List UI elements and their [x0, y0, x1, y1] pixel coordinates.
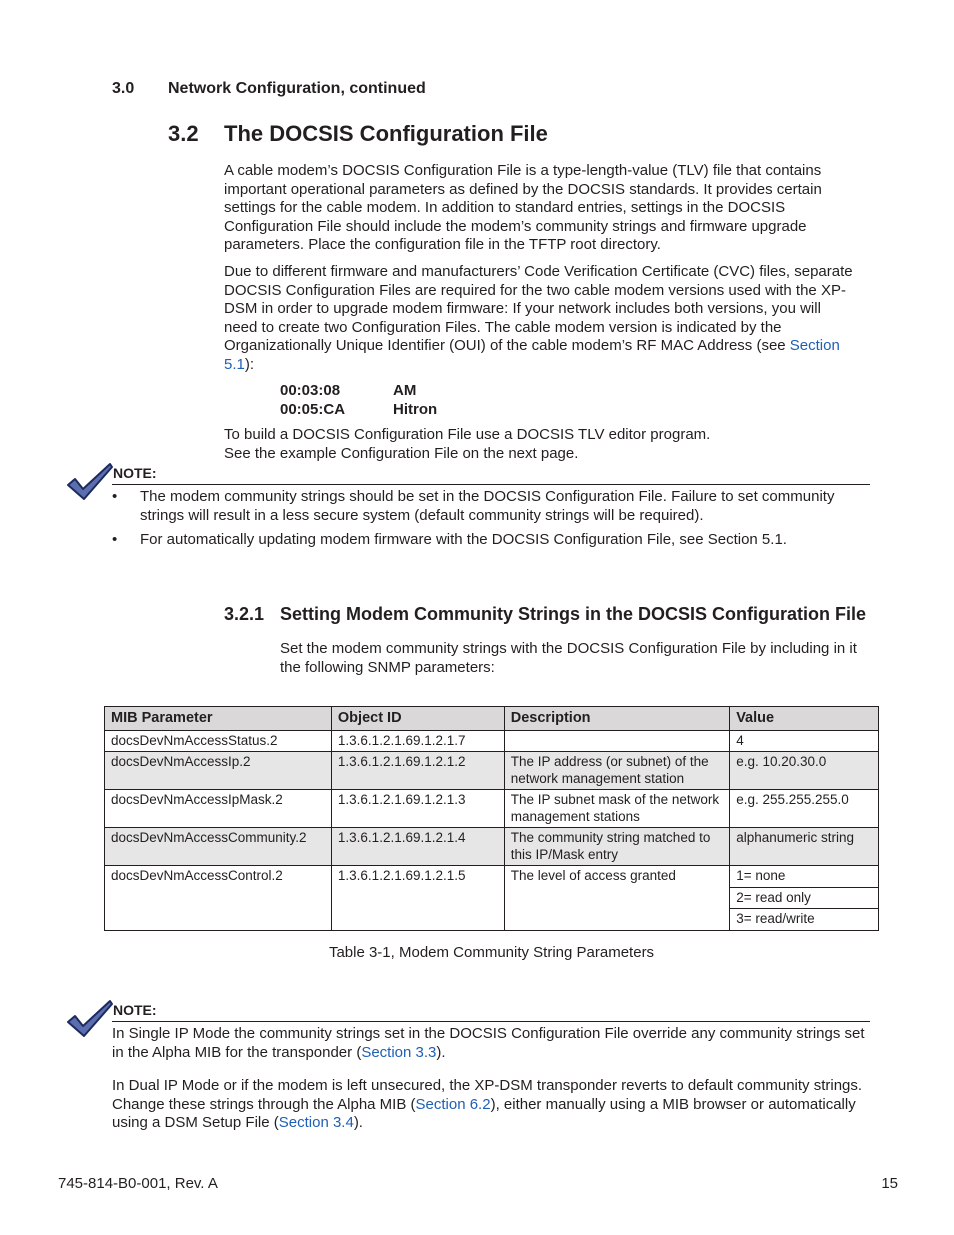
tlv-editor-paragraph — [224, 426, 854, 463]
list-item — [112, 531, 872, 550]
table-row — [105, 730, 879, 752]
header-value: Value — [730, 707, 879, 731]
cell-description: The IP address (or subnet) of the network management station — [504, 752, 729, 790]
note-label: NOTE: — [113, 465, 157, 481]
bullet-marker: • — [112, 488, 118, 505]
section-5-1-link[interactable]: Section 5.1 — [224, 337, 840, 373]
header-object-id: Object ID — [331, 707, 504, 731]
cell-description — [504, 730, 729, 752]
oui-row — [280, 401, 437, 420]
cell-value: 4 — [730, 730, 879, 752]
dual-ip-note — [112, 1077, 874, 1133]
cell-description: The IP subnet mask of the network management stations — [504, 790, 729, 828]
tlv-editor-line: To build a DOCSIS Configuration File use a DOCSIS TLV editor program. — [224, 426, 711, 443]
checkmark-icon — [66, 462, 114, 502]
oui-vendor: Hitron — [393, 400, 438, 418]
oui-code: 00:05:CA — [280, 400, 346, 418]
document-number: 745-814-B0-001, Rev. A — [58, 1175, 218, 1192]
cell-description: The community string matched to this IP/Mask entry — [504, 828, 729, 866]
cell-object-id: 1.3.6.1.2.1.69.1.2.1.3 — [331, 790, 504, 828]
single-ip-text: In Single IP Mode the community strings set in the DOCSIS Configuration File override any community strings set in the Alpha MIB for the transponder ( — [112, 1025, 865, 1061]
page-number: 15 — [881, 1175, 898, 1192]
firmware-paragraph-end: ): — [244, 355, 255, 373]
table-row — [105, 790, 879, 828]
running-head — [112, 80, 426, 98]
running-head-title: Network Configuration, continued — [168, 80, 426, 97]
dual-ip-middle: ), either manually using a MIB browser or automatically using a DSM Setup File ( — [112, 1095, 856, 1132]
running-head-number: 3.0 — [112, 80, 135, 97]
subsection-title: Setting Modem Community Strings in the DOCSIS Configuration File — [280, 604, 867, 624]
cell-value: 1= none — [730, 866, 879, 888]
single-ip-note — [112, 1025, 874, 1062]
cell-value: alphanumeric string — [730, 828, 879, 866]
snmp-paragraph: Set the modem community strings with the DOCSIS Configuration File by including in it the following SNMP parameters: — [280, 640, 857, 676]
community-string-table — [104, 706, 879, 931]
subsection-number: 3.2.1 — [224, 604, 265, 624]
note-label: NOTE: — [113, 1002, 157, 1018]
section-heading — [168, 121, 548, 147]
section-title: The DOCSIS Configuration File — [224, 121, 548, 146]
table-caption: Table 3-1, Modem Community String Parameters — [328, 944, 655, 961]
bullet-text: For automatically updating modem firmware with the DOCSIS Configuration File, see Section 5.1. — [140, 531, 787, 549]
table-row — [105, 828, 879, 866]
bullet-text: The modem community strings should be set in the DOCSIS Configuration File. Failure to set community strings will result in a less secure system (default community strings will be required). — [140, 488, 835, 524]
cell-mib-parameter: docsDevNmAccessIp.2 — [105, 752, 332, 790]
section-6-2-link[interactable]: Section 6.2 — [415, 1095, 491, 1113]
cell-object-id: 1.3.6.1.2.1.69.1.2.1.5 — [331, 866, 504, 931]
single-ip-end: ). — [436, 1043, 446, 1061]
cell-mib-parameter: docsDevNmAccessControl.2 — [105, 866, 332, 931]
checkmark-icon — [66, 999, 114, 1039]
cell-object-id: 1.3.6.1.2.1.69.1.2.1.2 — [331, 752, 504, 790]
header-description: Description — [504, 707, 729, 731]
list-item — [112, 488, 872, 525]
dual-ip-end: ). — [353, 1114, 363, 1132]
cell-value: e.g. 10.20.30.0 — [730, 752, 879, 790]
table-header-row — [105, 707, 879, 731]
cell-object-id: 1.3.6.1.2.1.69.1.2.1.4 — [331, 828, 504, 866]
cell-mib-parameter: docsDevNmAccessIpMask.2 — [105, 790, 332, 828]
cell-object-id: 1.3.6.1.2.1.69.1.2.1.7 — [331, 730, 504, 752]
subsection-heading — [224, 604, 866, 625]
cell-mib-parameter: docsDevNmAccessStatus.2 — [105, 730, 332, 752]
dual-ip-text: In Dual IP Mode or if the modem is left unsecured, the XP-DSM transponder reverts to default community strings. Change these strings through the Alpha MIB ( — [112, 1077, 863, 1113]
note-divider — [112, 484, 870, 485]
firmware-paragraph-text: Due to different firmware and manufacturers’ Code Verification Certificate (CVC) files, separate DOCSIS Configuration Files are required for the two cable modem versions used with the XP-DSM in order to upgrade modem firmware: If your network includes both versions, you will need to create two Configuration Files. The cable modem version is indicated by the Organizationally Unique Identifier (OUI) of the cable modem’s RF MAC Address (see — [224, 263, 853, 355]
cell-value: 2= read only — [730, 887, 879, 909]
table-row — [105, 866, 879, 888]
example-file-line: See the example Configuration File on the next page. — [224, 444, 579, 462]
firmware-paragraph — [224, 263, 854, 375]
cell-value: 3= read/write — [730, 909, 879, 931]
section-3-3-link[interactable]: Section 3.3 — [361, 1043, 437, 1061]
oui-code: 00:03:08 — [280, 382, 341, 399]
cell-value: e.g. 255.255.255.0 — [730, 790, 879, 828]
header-mib-parameter: MIB Parameter — [105, 707, 332, 731]
section-number: 3.2 — [168, 121, 199, 146]
note-bullet-list — [112, 488, 872, 556]
oui-row — [280, 382, 437, 401]
note-divider — [112, 1021, 870, 1022]
table-row — [105, 752, 879, 790]
section-3-4-link[interactable]: Section 3.4 — [278, 1114, 354, 1132]
cell-mib-parameter: docsDevNmAccessCommunity.2 — [105, 828, 332, 866]
intro-paragraph: A cable modem’s DOCSIS Configuration File is a type-length-value (TLV) file that contains important operational parameters as defined by the DOCSIS standards. It provides certain settings for the cable modem. In addition to standard entries, settings in the DOCSIS Configuration File should include the modem’s community strings and firmware upgrade parameters. Place the configuration file in the TFTP root directory. — [224, 162, 822, 254]
bullet-marker: • — [112, 531, 118, 549]
oui-list — [280, 382, 437, 419]
oui-vendor: AM — [393, 382, 417, 399]
cell-description: The level of access granted — [504, 866, 729, 931]
